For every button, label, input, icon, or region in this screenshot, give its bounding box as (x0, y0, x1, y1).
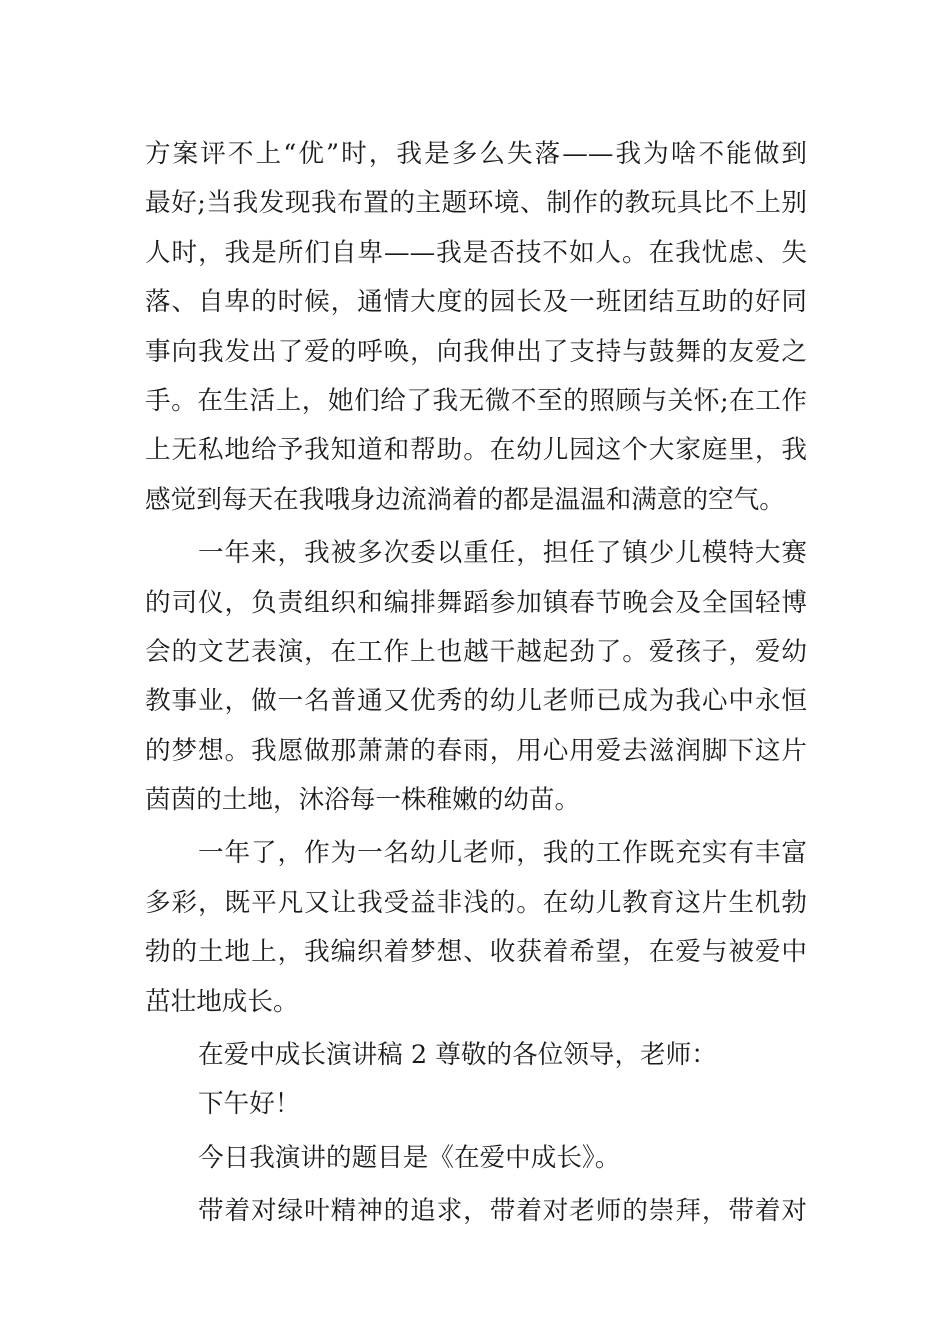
text-line: 上无私地给予我知道和帮助。在幼儿园这个大家庭里，我 (145, 435, 807, 466)
text-line: 最好;当我发现我布置的主题环境、制作的教玩具比不上别 (145, 188, 807, 219)
text-line: 勃的土地上，我编织着梦想、收获着希望，在爱与被爱中 (145, 937, 807, 968)
text-line: 手。在生活上，她们给了我无微不至的照顾与关怀;在工作 (145, 385, 807, 416)
text-line: 茵茵的土地，沐浴每一株稚嫩的幼苗。 (145, 785, 581, 816)
text-line: 感觉到每天在我哦身边流淌着的都是温温和满意的空气。 (145, 484, 785, 515)
text-line: 会的文艺表演，在工作上也越干越起劲了。爱孩子，爱幼 (145, 636, 807, 667)
text-line: 的梦想。我愿做那萧萧的春雨，用心用爱去滋润脚下这片 (145, 735, 807, 766)
text-line: 下午好！ (198, 1089, 301, 1120)
text-line: 茁壮地成长。 (145, 986, 299, 1017)
text-line: 的司仪，负责组织和编排舞蹈参加镇春节晚会及全国轻博 (145, 587, 807, 618)
text-line: 今日我演讲的题目是《在爱中成长》。 (198, 1142, 621, 1173)
text-line: 落、自卑的时候，通情大度的园长及一班团结互助的好同 (145, 287, 807, 318)
text-line: 一年来，我被多次委以重任，担任了镇少儿模特大赛 (198, 538, 807, 569)
text-line: 事向我发出了爱的呼唤，向我伸出了支持与鼓舞的友爱之 (145, 336, 807, 367)
text-line: 在爱中成长演讲稿 2 尊敬的各位领导，老师： (198, 1040, 717, 1071)
text-line: 多彩，既平凡又让我受益非浅的。在幼儿教育这片生机勃 (145, 887, 807, 918)
text-line: 人时，我是所们自卑——我是否技不如人。在我忧虑、失 (145, 237, 807, 268)
text-line: 教事业，做一名普通又优秀的幼儿老师已成为我心中永恒 (145, 686, 807, 717)
text-line: 一年了，作为一名幼儿老师，我的工作既充实有丰富 (198, 838, 807, 869)
text-line: 方案评不上“优”时，我是多么失落——我为啥不能做到 (145, 139, 807, 169)
text-line: 带着对绿叶精神的追求，带着对老师的崇拜，带着对 (198, 1196, 807, 1227)
document-body (145, 130, 807, 1237)
